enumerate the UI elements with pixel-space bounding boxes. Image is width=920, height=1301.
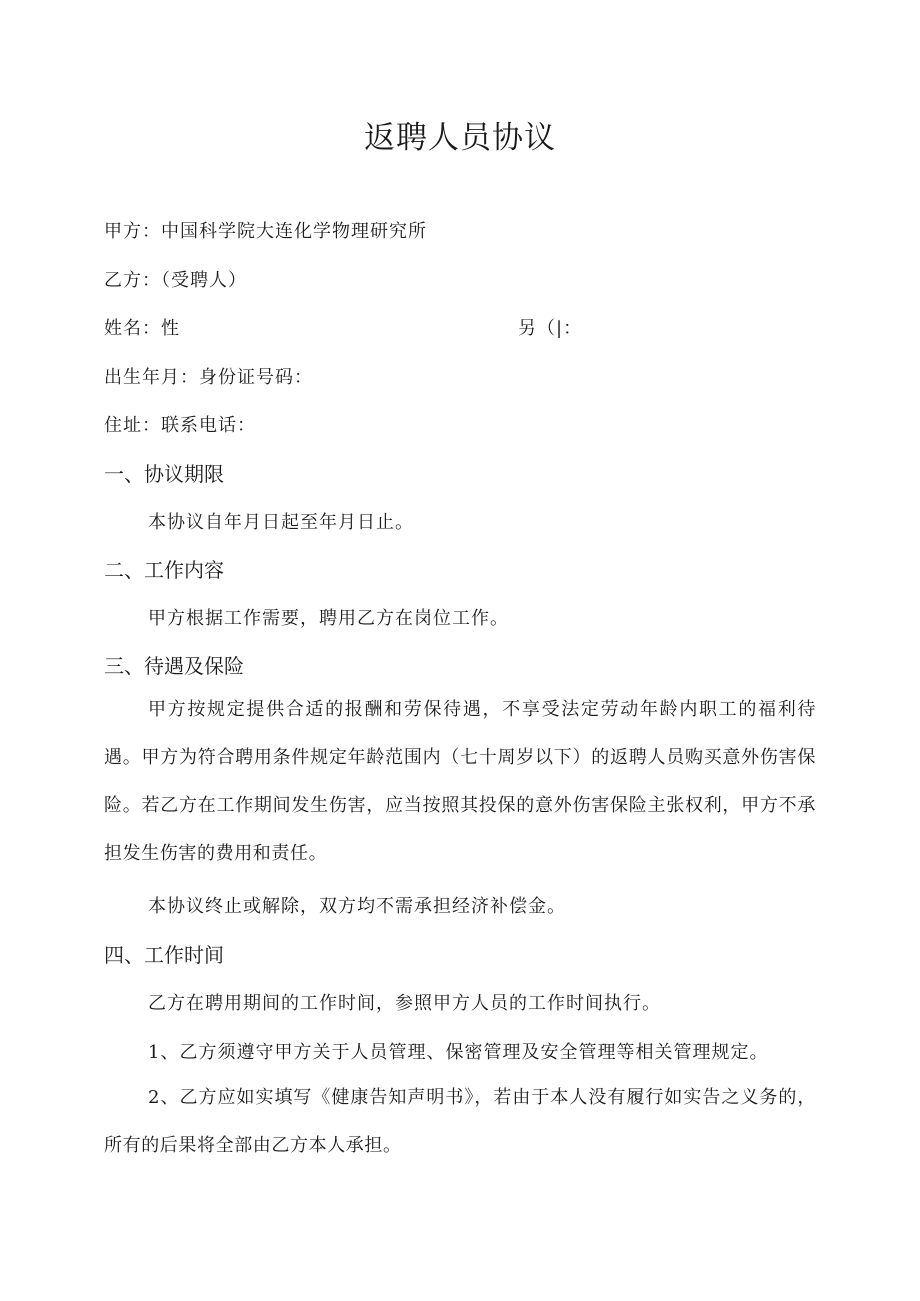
name-label: 姓名：性 <box>104 318 180 339</box>
section-4-heading: 四、工作时间 <box>104 943 224 967</box>
gender-label: 另（|： <box>518 318 583 339</box>
section-4-item-1: 1、乙方须遵守甲方关于人员管理、保密管理及安全管理等相关管理规定。 <box>148 1042 769 1063</box>
document-title: 返聘人员协议 <box>364 120 556 156</box>
section-4-text: 乙方在聘用期间的工作时间，参照甲方人员的工作时间执行。 <box>148 993 661 1014</box>
section-2-heading: 二、工作内容 <box>104 558 224 582</box>
section-3-heading: 三、待遇及保险 <box>104 654 244 678</box>
section-1-heading: 一、协议期限 <box>104 462 224 486</box>
section-3-paragraph-1: 甲方按规定提供合适的报酬和劳保待遇，不享受法定劳动年龄内职工的福利待遇。甲方为符合聘用条件规定年龄范围内（七十周岁以下）的返聘人员购买意外伤害保险。若乙方在工作期间发生伤害，应当按照其投保的意外伤害保险主张权利，甲方不承担发生伤害的费用和责任。 <box>104 699 816 864</box>
section-3-paragraph-2: 本协议终止或解除，双方均不需承担经济补偿金。 <box>148 896 566 917</box>
birth-id-line: 出生年月：身份证号码： <box>104 367 313 388</box>
section-2-text: 甲方根据工作需要，聘用乙方在岗位工作。 <box>148 608 509 629</box>
party-b-line: 乙方：（受聘人） <box>104 270 247 291</box>
section-4-item-2: 2、乙方应如实填写《健康告知声明书》，若由于本人没有履行如实告之义务的，所有的后果将全部由乙方本人承担。 <box>104 1087 816 1156</box>
section-1-text: 本协议自年月日起至年月日止。 <box>148 512 414 533</box>
party-a-line: 甲方：中国科学院大连化学物理研究所 <box>104 221 427 242</box>
address-phone-line: 住址：联系电话： <box>104 415 256 436</box>
